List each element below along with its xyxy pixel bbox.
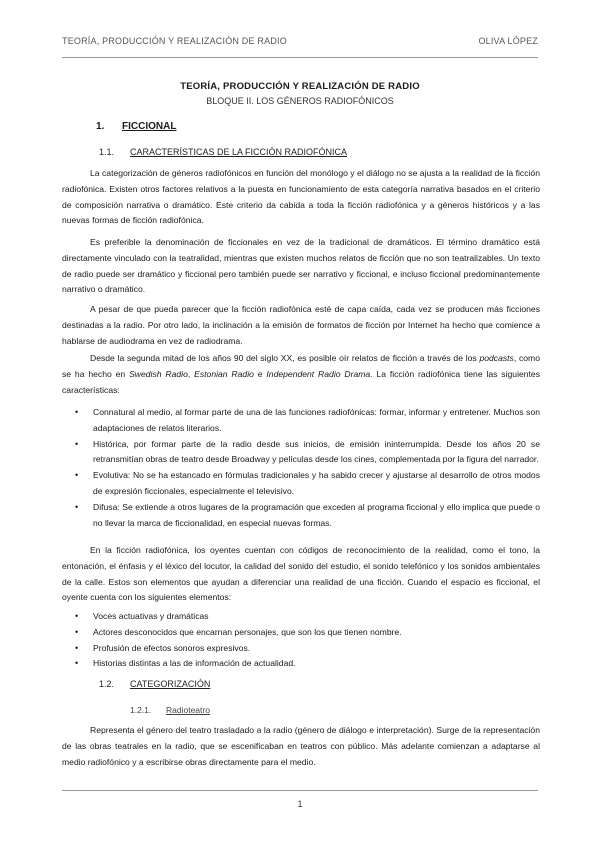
header-right: OLIVA LÓPEZ bbox=[478, 36, 538, 46]
section-number: 1. bbox=[96, 121, 105, 132]
paragraph-5: En la ficción radiofónica, los oyentes cuentan con códigos de reconocimiento de la realidad, como el tono, la entonación, el énfasis y el léxico del locutor, la calidad del sonido del estudio, el sonido telefónico y los sonidos ambientales de la calle. Estos son elementos que ayudan a diferenciar una realidad de una ficción. Cuando el espacio es ficcional, el oyente cuenta con los siguientes elementos: bbox=[62, 545, 540, 603]
running-header bbox=[62, 36, 538, 46]
document-title: TEORÍA, PRODUCCIÓN Y REALIZACIÓN DE RADIO bbox=[180, 81, 420, 92]
list-item: • Histórica, por formar parte de la radio desde sus inicios, de emisión ininterrumpida. Desde los años 20 se retransmitían obras de teatro desde Broadway y películas desde los cines, complementada por la figura del narrador. bbox=[62, 437, 540, 469]
list-item: • Difusa: Se extiende a otros lugares de la programación que exceden al programa ficcional y ello implica que puede o no llevar la marca de ficcionalidad, en especial nuevas formas. bbox=[62, 500, 540, 532]
section-title: FICCIONAL bbox=[122, 121, 177, 132]
independent-radio-drama-term: Independent Radio Drama bbox=[266, 368, 371, 379]
subsubsection-heading-1-2-1 bbox=[130, 705, 210, 715]
document-subtitle: BLOQUE II. LOS GÉNEROS RADIOFÓNICOS bbox=[206, 96, 394, 106]
swedish-radio-term: Swedish Radio bbox=[129, 368, 188, 379]
footer-divider bbox=[62, 790, 538, 791]
elements-list bbox=[62, 609, 540, 672]
subsection-number: 1.2. bbox=[99, 679, 115, 689]
list-item: • Evolutiva: No se ha estancado en fórmulas tradicionales y ha sabido crecer y ajustarse al desarrollo de otros modos de expresión ficcionales, especialmente el televisivo. bbox=[62, 468, 540, 500]
p4-text-a: Desde la segunda mitad de los años 90 del siglo XX, es posible oír relatos de ficción a través de los bbox=[90, 353, 480, 363]
list-item: • Historias distintas a las de información de actualidad. bbox=[62, 656, 540, 672]
list-item: • Voces actuativas y dramáticas bbox=[62, 609, 540, 625]
estonian-radio-term: Estonian Radio bbox=[194, 368, 254, 379]
list-item: • Actores desconocidos que encarnan personajes, que son los que tienen nombre. bbox=[62, 625, 540, 641]
paragraph-6: Representa el género del teatro trasladado a la radio (género de diálogo e interpretación). Surge de la representación de las obras teatrales en la radio, que se escenificaban en teatros con público. Más adelante comienzan a adaptarse al medio radiofónico y a escribirse obras directamente para el medio. bbox=[62, 725, 540, 767]
p4-text-c: , bbox=[187, 368, 195, 379]
p4-text-e: . La ficción radiofónica tiene las siguientes características: bbox=[62, 368, 541, 395]
section-heading-1 bbox=[96, 121, 176, 132]
subsection-heading-1-2 bbox=[99, 679, 210, 689]
podcasts-term: podcasts bbox=[479, 353, 514, 363]
paragraph-1: La categorización de géneros radiofónicos en función del monólogo y el diálogo no se ajusta a la realidad de la ficción radiofónica. Existen otros factores relativos a la puesta en funcionamiento de esta categoría narrativa basados en el criterio de composición narrativa o dramático. Este criterio da cabida a toda la ficción radiofónica y a géneros históricos y a las nuevas formas de ficción radiofónica. bbox=[62, 168, 540, 226]
subsection-title: CARACTERÍSTICAS DE LA FICCIÓN RADIOFÓNICA bbox=[130, 147, 348, 157]
paragraph-4 bbox=[62, 351, 540, 398]
subsection-number: 1.1. bbox=[99, 147, 115, 157]
p4-text-b: , como se ha hecho en bbox=[62, 353, 540, 379]
subsection-heading-1-1 bbox=[99, 147, 347, 157]
subsubsection-title: Radioteatro bbox=[166, 705, 210, 715]
header-divider bbox=[62, 57, 538, 58]
list-item: • Connatural al medio, al formar parte de una de las funciones radiofónicas: formar, informar y entretener. Muchos son adaptaciones de relatos literarios. bbox=[62, 405, 540, 437]
header-left: TEORÍA, PRODUCCIÓN Y REALIZACIÓN DE RADIO bbox=[62, 36, 287, 46]
paragraph-2: Es preferible la denominación de ficcionales en vez de la tradicional de dramáticos. El término dramático está directamente vinculado con la teatralidad, mientras que existen muchos relatos de ficción que no son teatralizables. Un texto de radio puede ser dramático y ficcional pero también puede ser narrativo y ficcional, e incluso ficcional predominantemente narrativo o dramático. bbox=[62, 237, 540, 295]
characteristics-list bbox=[62, 405, 540, 531]
paragraph-3: A pesar de que pueda parecer que la ficción radiofónica esté de capa caída, cada vez se producen más ficciones destinadas a la radio. Por otro lado, la inclinación a la emisión de formatos de ficción por Internet ha hecho que comience a hablarse de audiodrama en vez de radiodrama. bbox=[62, 304, 540, 346]
list-item: • Profusión de efectos sonoros expresivos. bbox=[62, 641, 540, 657]
subsubsection-number: 1.2.1. bbox=[130, 705, 152, 715]
page-number: 1 bbox=[297, 799, 303, 809]
p4-text-d: e bbox=[253, 368, 267, 379]
subsection-title: CATEGORIZACIÓN bbox=[130, 679, 211, 689]
